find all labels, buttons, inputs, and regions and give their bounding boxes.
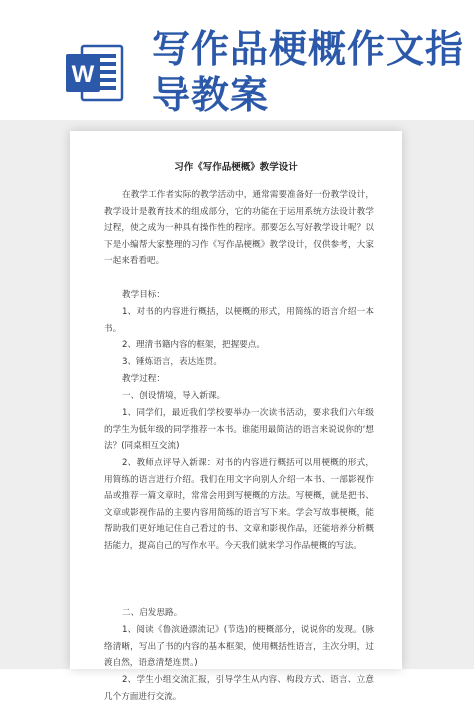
banner-title [152,26,465,118]
svg-text:W: W [71,61,95,88]
word-document-icon [62,40,128,106]
banner-title-line1: 写作品梗概作文指 [152,27,465,71]
section-2-step-1: 1、阅读《鲁滨逊漂流记》(节选)的梗概部分，说说你的发现。(脉络清晰，写出了书的内容的基本框架，使用概括性语言，主次分明，过渡自然，语意清楚连贯。) [104,625,374,669]
document-page [70,131,402,702]
objectives-heading: 教学目标： [122,290,165,300]
document-title: 习作《写作品梗概》教学设计 [174,162,298,173]
objective-1: 1、对书的内容进行概括，以梗概的形式，用简练的语言介绍一本书。 [104,307,374,334]
banner-title-line2: 导教案 [152,73,270,117]
section-1-step-2: 2、教师点评导入新课：对书的内容进行概括可以用梗概的形式，用简练的语言进行介绍。我们在用文字向别人介绍一本书、一部影视作品或推荐一篇文章时，常常会用到写梗概的方法。写梗概，就是把书、文章或影视作品的主要内容用简练的语言写下来。学会写故事梗概，能帮助我们更好地记住自己看过的书、文章和影视作品，还能培养分析概括能力，提高自己的写作水平。今天我们就来学习作品梗概的写法。 [104,458,374,551]
header-banner [0,0,474,120]
section-1-step-1: 1、同学们，最近我们学校要举办一次读书活动，要求我们六年级的学生为低年级的同学推荐一本书。谁能用最简洁的语言来说说你的‘想法？(同桌相互交流) [104,408,374,452]
section-2-heading: 二、启发思路。 [122,608,183,618]
objective-3: 3、锤炼语言，表达连贯。 [122,357,222,367]
intro-paragraph: 在教学工作者实际的教学活动中，通常需要准备好一份教学设计，教学设计是教育技术的组成部分，它的功能在于运用系统方法设计教学过程，使之成为一种具有操作性的程序。那要怎么写好教学设计呢？以下是小编帮大家整理的习作《写作品梗概》教学设计，仅供参考，大家一起来看看吧。 [104,190,374,267]
section-1-heading: 一、创设情境，导入新课。 [122,391,226,401]
section-2-step-2: 2、学生小组交流汇报，引导学生从内容、构段方式、语言、立意几个方面进行交流。 [104,675,374,702]
objective-2: 2、理清书籍内容的框架，把握要点。 [122,340,265,350]
process-heading: 教学过程： [122,374,165,384]
